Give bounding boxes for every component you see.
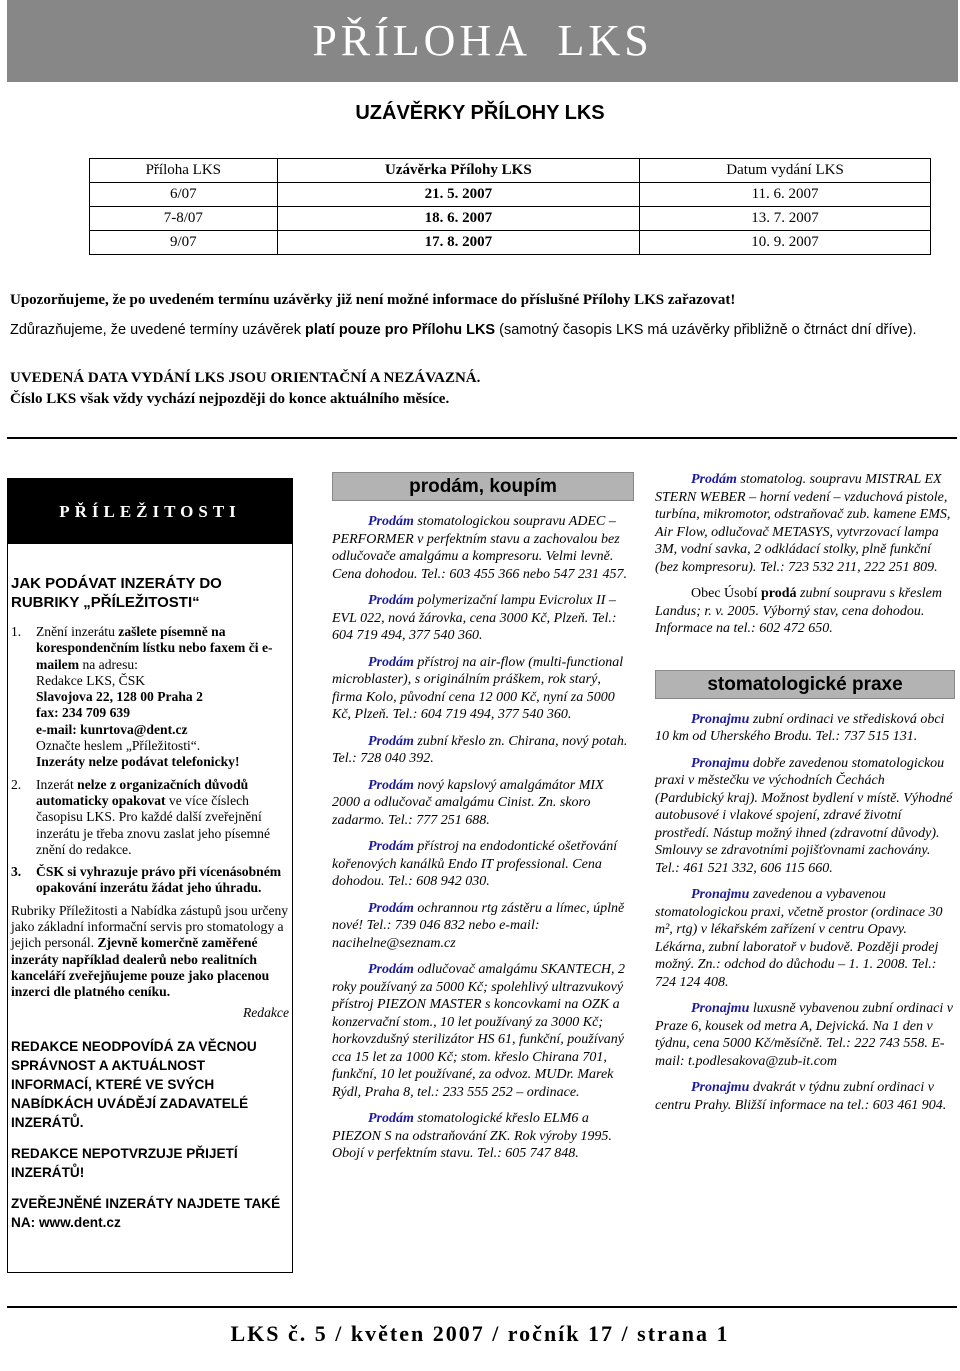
info-paragraph (11, 903, 289, 1001)
header-band (7, 0, 958, 82)
ad-text: polymerizační lampu Evicrolux II – EVL 022, nová žárovka, cena 3000 Kč, Plzeň. Tel.: 604 719 494, 377 540 360. (332, 593, 617, 643)
column-header: Příloha LKS (90, 159, 278, 183)
ad-item (655, 1079, 955, 1114)
ad-item (655, 1000, 955, 1070)
table-cell: 10. 9. 2007 (640, 231, 931, 255)
table-cell: 21. 5. 2007 (277, 183, 640, 207)
notice-dates (10, 368, 955, 410)
ad-keyword: Prodám (368, 1111, 414, 1126)
ad-text: zubní ordinaci ve středisková obci 10 km od Uherského Brodu. Tel.: 737 515 131. (655, 711, 945, 744)
ad-text: přístroj na endodontické ošetřování kořenových kanálků Endo IT professional. Cena dohodou. Tel.: 608 942 030. (332, 839, 618, 889)
text-emphasis: nelze z organizačních důvodů automaticky opakovat (36, 776, 249, 808)
table-cell: 11. 6. 2007 (640, 183, 931, 207)
ads-list (332, 513, 634, 1163)
ad-item (655, 471, 955, 576)
divider (7, 1306, 957, 1308)
ad-text: Obec Úsobí (691, 586, 761, 601)
table-row (90, 183, 931, 207)
ad-item (332, 838, 634, 891)
opportunities-content (11, 574, 289, 1244)
ad-keyword: Prodám (691, 472, 737, 487)
ad-item (332, 777, 634, 830)
ad-item (332, 900, 634, 953)
list-item (11, 624, 289, 771)
ad-keyword: Prodám (368, 900, 414, 916)
table-row (90, 231, 931, 255)
ad-item (655, 886, 955, 991)
column-buy-sell (332, 472, 634, 1172)
ad-item (655, 585, 955, 638)
ad-text: stomatologické křeslo ELM6 a PIEZON S na odstraňování ZK. Rok výroby 1995. Obojí v perfektním stavu. Tel.: 605 747 848. (332, 1111, 612, 1161)
closings-table (89, 158, 931, 255)
table-cell: 18. 6. 2007 (277, 207, 640, 231)
ad-text: ochrannou rtg zástěru a límec, úplně nové! Tel.: 739 046 832 nebo e-mail: nacihelne@seznam.cz (332, 900, 625, 951)
notice-dates-line: UVEDENÁ DATA VYDÁNÍ LKS JSOU ORIENTAČNÍ A NEZÁVAZNÁ. (10, 370, 481, 386)
section-heading-buy-sell: prodám, koupím (332, 472, 634, 501)
item-number: 2. (11, 776, 22, 792)
ad-keyword: Pronajmu (691, 755, 750, 771)
ad-keyword: Prodám (368, 593, 414, 608)
ad-text: přístroj na air-flow (multi-functional microblaster), s originálním práškem, rok starý, firma Kolo, původní cena 12 000 Kč, nyní za 5000 Kč, Plzeň. Tel.: 604 719 494, 377 540 360. (332, 654, 624, 722)
ads-list (655, 711, 955, 1115)
ad-keyword: prodá (761, 586, 797, 601)
item-number: 1. (11, 624, 22, 639)
disclaimer: ZVEŘEJNĚNÉ INZERÁTY NAJDETE TAKÉ NA: www.dent.cz (11, 1195, 281, 1230)
signature: Redakce (242, 1004, 289, 1020)
disclaimers (11, 1037, 289, 1232)
instructions-heading: JAK PODÁVAT INZERÁTY DO RUBRIKY „PŘÍLEŽITOSTI“ (11, 575, 222, 611)
address-line: Redakce LKS, ČSK (36, 672, 146, 688)
ad-item (332, 733, 634, 768)
ad-item (332, 513, 634, 583)
ad-keyword: Prodám (368, 962, 414, 977)
notice-deadline: Upozorňujeme, že po uvedeném termínu uzávěrky již není možné informace do příslušné Přílohy LKS zařazovat! (10, 292, 736, 308)
text: Inzerát (36, 776, 78, 792)
ad-item (332, 654, 634, 724)
ad-item (332, 592, 634, 645)
notice-emphasis: platí pouze pro Přílohu LKS (304, 322, 496, 338)
table-row (90, 207, 931, 231)
list-item (11, 864, 289, 897)
item-text: ČSK si vyhrazuje právo při vícenásobném opakování inzerátu žádat jeho úhradu. (36, 864, 282, 896)
ad-keyword: Prodám (368, 654, 414, 670)
item-text (36, 624, 289, 771)
address-line: Slavojova 22, 128 00 Praha 2 (36, 689, 203, 705)
ad-keyword: Pronajmu (691, 887, 750, 902)
notice-terms (10, 320, 955, 341)
text: Rubriky Příležitosti a Nabídka zástupů jsou určeny jako základní informační servis pro stomatology a jejich personál. (11, 902, 289, 951)
ad-text: nový kapslový amalgámátor MIX 2000 a odlučovač amalgámu Cinist. Zn. skoro zadarmo. Tel.: 777 251 688. (332, 777, 604, 828)
text: ve více číslech časopisu LKS. Pro každé další zveřejnění inzerátu je třeba znovu zaslat jeho písemné znění do redakce. (36, 792, 271, 857)
ad-keyword: Prodám (368, 514, 414, 529)
list-item (11, 777, 289, 858)
section-heading-practices: stomatologické praxe (655, 670, 955, 699)
table-cell: 9/07 (90, 231, 278, 255)
ad-item (655, 711, 955, 746)
page-title: PŘÍLOHA LKS (312, 16, 653, 65)
ad-item (332, 1110, 634, 1163)
fax-number: fax: 234 709 639 (36, 705, 131, 721)
divider (7, 437, 957, 439)
opportunities-box (7, 478, 293, 1273)
ad-text: stomatolog. soupravu MISTRAL EX STERN WEBER – horní vedení – vzduchová pistole, turbína, mikromotor, odstraňovač zub. kamene EMS, Air Flow, odlučovač METASYS, vytvrzovací lampa 3M, vodní savka, 2 odkládací stolky, plně funkční (bez kompresoru). Tel.: 723 532 211, 222 251 809. (655, 472, 951, 575)
text: na adresu: (79, 656, 138, 672)
ad-text: dobře zavedenou stomatologickou praxi v městečku ve východních Čechách (Pardubický kraj). Možnost bydlení v místě. Výhodné autobusové i vlakové spojení, zdravé životní prostředí. Nástup možný ihned (zdravotní důvody). Smlouvy se zdravotními pojišťovnami zachovány. Tel.: 461 521 332, 606 115 660. (655, 755, 953, 876)
disclaimer: REDAKCE NEODPOVÍDÁ ZA VĚCNOU SPRÁVNOST A AKTUÁLNOST INFORMACÍ, KTERÉ VE SVÝCH NABÍDKÁCH UVÁDĚJÍ ZADAVATELÉ INZERÁTŮ. (11, 1038, 257, 1130)
email-address[interactable]: e-mail: kunrtova@dent.cz (36, 721, 188, 737)
column-header: Uzávěrka Přílohy LKS (277, 159, 640, 183)
ad-keyword: Pronajmu (691, 1001, 750, 1016)
ad-keyword: Pronajmu (691, 1080, 750, 1095)
table-header-row (90, 159, 931, 183)
closings-title: UZÁVĚRKY PŘÍLOHY LKS (355, 102, 605, 124)
ad-text: zavedenou a vybavenou stomatologickou praxi, včetně prostor (ordinace 30 m², rtg) v lékařském zařízení v centru Opavy. Lékárna, zubní laboratoř v budově. Později prodej možný. Zn.: odchod do důchodu – 1. 1. 2008. Tel.: 724 124 408. (655, 887, 943, 990)
table-cell: 17. 8. 2007 (277, 231, 640, 255)
ad-text: dvakrát v týdnu zubní ordinaci v centru Prahy. Bližší informace na tel.: 603 461 904. (655, 1080, 947, 1113)
ad-text: stomatologickou soupravu ADEC – PERFORMER v perfektním stavu a zachovalou bez odlučovače amalgámu a kompresoru. Velmi levně. Cena dohodou. Tel.: 603 455 366 nebo 547 231 457. (332, 514, 628, 582)
table-cell: 7-8/07 (90, 207, 278, 231)
ad-keyword: Prodám (368, 777, 414, 793)
ad-item (332, 961, 634, 1101)
column-practices (655, 471, 955, 1123)
item-text (36, 777, 289, 858)
notice-text: (samotný časopis LKS má uzávěrky přibližně o čtrnáct dní dříve). (495, 322, 917, 338)
page-footer: LKS č. 5 / květen 2007 / ročník 17 / strana 1 (230, 1321, 730, 1346)
text-emphasis: Zjevně komerčně zaměřené inzeráty například dealerů nebo realitních kanceláří zveřejňujeme pouze jako placenou inzerci dle platného ceníku. (11, 935, 270, 1000)
disclaimer: REDAKCE NEPOTVRZUJE PŘIJETÍ INZERÁTŮ! (11, 1145, 238, 1180)
ad-keyword: Prodám (368, 733, 414, 749)
ad-keyword: Pronajmu (691, 711, 750, 727)
column-header: Datum vydání LKS (640, 159, 931, 183)
ad-text: zubní křeslo zn. Chirana, nový potah. Tel.: 728 040 392. (332, 733, 628, 766)
text: Znění inzerátu (36, 624, 119, 639)
text: Označte heslem „Příležitosti“. (36, 738, 201, 754)
text-emphasis: Inzeráty nelze podávat telefonicky! (36, 754, 240, 770)
ad-text: zubní soupravu s křeslem Landus; r. v. 2005. Výborný stav, cena dohodou. Informace na tel.: 602 472 650. (655, 586, 942, 636)
ad-keyword: Prodám (368, 839, 414, 854)
notice-text: Zdůrazňujeme, že uvedené termíny uzávěrek (10, 322, 305, 338)
notice-dates-line: Číslo LKS však vždy vychází nejpozději do konce aktuálního měsíce. (10, 391, 450, 407)
ad-text: luxusně vybavenou zubní ordinaci v Praze 6, kousek od metra A, Dejvická. Na 1 den v týdnu, cena 5000 Kč/měsíčně. Tel.: 222 743 558. E-mail: t.podlesakova@zub-it.com (655, 1001, 953, 1069)
text-emphasis: zašlete písemně na korespondenčním lístku nebo faxem či e-mailem (36, 624, 273, 672)
ad-text: odlučovač amalgámu SKANTECH, 2 roky používaný za 5000 Kč; spolehlivý ultrazvukový přístroj PIEZON MASTER s koncovkami na OZK a konzervační stom., 10 let používaný za 3000 Kč; horkovzdušný sterilizátor HS 61, funkční, používaný cca 15 let za 1000 Kč; stom. křeslo Chirana 701, funkční, 10 let používané, za odvoz. MUDr. Marek Rýdl, Praha 8, tel.: 233 555 252 – ordinace. (332, 962, 626, 1100)
ad-item (655, 755, 955, 878)
item-number: 3. (11, 864, 22, 880)
table-cell: 6/07 (90, 183, 278, 207)
opportunities-banner: PŘÍLEŽITOSTI (8, 479, 292, 544)
table-cell: 13. 7. 2007 (640, 207, 931, 231)
